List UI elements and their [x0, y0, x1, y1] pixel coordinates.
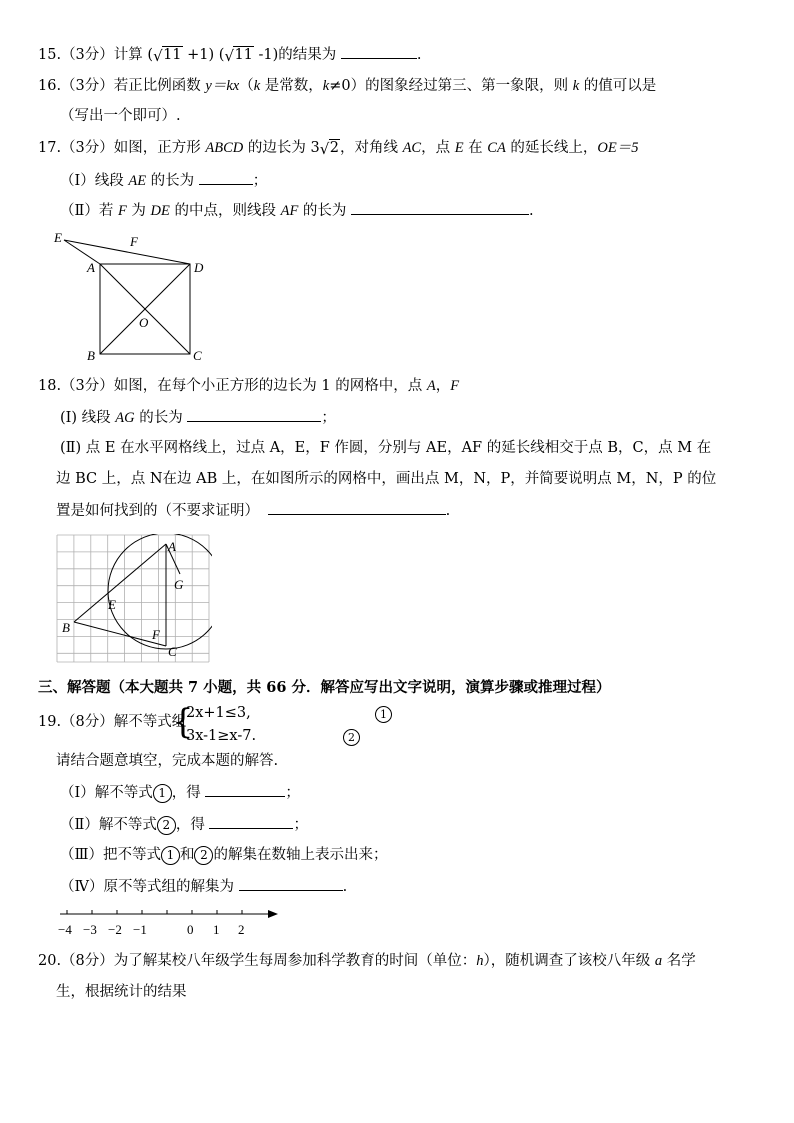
q15-text-pre: 计算 ( — [113, 47, 154, 63]
q18-head: 18.（3分）如图，在每个小正方形的边长为 1 的网格中，点 A，F — [38, 378, 460, 394]
axis-arrow-icon — [268, 910, 278, 918]
q19-head: 19.（8分）解不等式组 — [38, 714, 187, 730]
q20-line2: 生，根据统计的结果 — [56, 984, 187, 1000]
q16-line2: （写出一个即可）. — [60, 108, 181, 124]
label-g: G — [174, 577, 184, 592]
label-b: B — [87, 348, 95, 363]
q19-ineq2: 3x-1≥x-7. — [186, 728, 257, 744]
q18-part1: (Ⅰ) 线段 AG 的长为 ； — [60, 407, 336, 428]
q19-step2: （Ⅱ）解不等式 2 ，得 ； — [60, 814, 308, 835]
label-e: E — [54, 230, 62, 245]
q19-brace: { — [172, 702, 194, 742]
tick-label: −4 — [58, 922, 72, 937]
q19-mark1: 1 — [375, 704, 392, 724]
label-c: C — [193, 348, 202, 363]
label-a: A — [168, 539, 176, 554]
section-3-heading: 三、解答题（本大题共 7 小题，共 66 分．解答应写出文字说明，演算步骤或推理过程） — [38, 679, 611, 696]
q18-grid-figure — [56, 534, 212, 664]
label-a: A — [87, 260, 95, 275]
label-f: F — [152, 627, 160, 642]
label-b: B — [62, 620, 70, 635]
q18-part2-blank[interactable] — [268, 500, 446, 515]
q18-part2-l1: (Ⅱ) 点 E 在水平网格线上，过点 A，E，F 作圆，分别与 AE，AF 的延长线相交于点 B，C，点 M 在 — [60, 440, 712, 456]
q20-line1: 20.（8分）为了解某校八年级学生每周参加科学教育的时间（单位：h），随机调查了该校八年级 a 名学 — [38, 953, 696, 969]
tick-label: 2 — [238, 922, 245, 937]
q19-step4: （Ⅳ）原不等式组的解集为 . — [60, 876, 347, 897]
q19-step1: （Ⅰ）解不等式 1 ，得 ； — [60, 782, 300, 803]
q18-part2-l3: 置是如何找到的（不要求证明） . — [56, 500, 450, 521]
tick-label: −3 — [83, 922, 97, 937]
q17-part1: （Ⅰ）线段 AE 的长为 ； — [60, 170, 267, 191]
tick-label: 1 — [213, 922, 220, 937]
tick-label: −2 — [108, 922, 122, 937]
q18-part1-blank[interactable] — [187, 407, 321, 422]
q15-answer-blank[interactable] — [341, 44, 417, 59]
q19-step2-blank[interactable] — [209, 814, 293, 829]
q17-part1-blank[interactable] — [199, 170, 253, 185]
tick-label: 0 — [187, 922, 194, 937]
q15-number: 15. — [38, 47, 62, 63]
label-e: E — [108, 597, 116, 612]
circle-aef — [108, 534, 212, 649]
q17-part2: （Ⅱ）若 F 为 DE 的中点，则线段 AF 的长为 . — [60, 200, 534, 221]
sqrt-11-a: √ 11 — [153, 47, 182, 65]
q19-mark2: 2 — [343, 727, 360, 747]
label-f: F — [130, 234, 138, 249]
q16-line1: 16.（3分）若正比例函数 y＝kx（k 是常数，k≠0）的图象经过第三、第一象限，则 k 的值可以是 — [38, 78, 657, 94]
label-d: D — [194, 260, 204, 275]
q19-step4-blank[interactable] — [239, 876, 343, 891]
sqrt-11-b: √ 11 — [224, 47, 253, 65]
q19-step3: （Ⅲ）把不等式 1 和 2 的解集在数轴上表示出来； — [60, 847, 388, 863]
q17-part2-blank[interactable] — [351, 200, 529, 215]
q15-score: （3分） — [61, 47, 114, 63]
label-o: O — [139, 315, 149, 330]
label-c: C — [168, 644, 177, 659]
q19-step1-blank[interactable] — [205, 782, 285, 797]
q19-number-line — [52, 906, 292, 940]
q15-line: 15.（3分）计算 ( √ 11 +1) ( √ 11 -1)的结果为 . — [38, 44, 422, 65]
q19-ineq1: 2x+1≤3, — [186, 705, 251, 721]
q17-square-figure — [50, 228, 220, 368]
tick-label: −1 — [133, 922, 147, 937]
q18-part2-l2: 边 BC 上，点 N在边 AB 上，在如图所示的网格中，画出点 M，N，P，并简要说明点 M，N，P 的位 — [56, 471, 717, 487]
q17-head: 17.（3分）如图，正方形 ABCD 的边长为 3 √ 2，对角线 AC，点 E 在 CA 的延长线上，OE＝5 — [38, 140, 639, 158]
q19-instr: 请结合题意填空，完成本题的解答. — [56, 753, 279, 769]
